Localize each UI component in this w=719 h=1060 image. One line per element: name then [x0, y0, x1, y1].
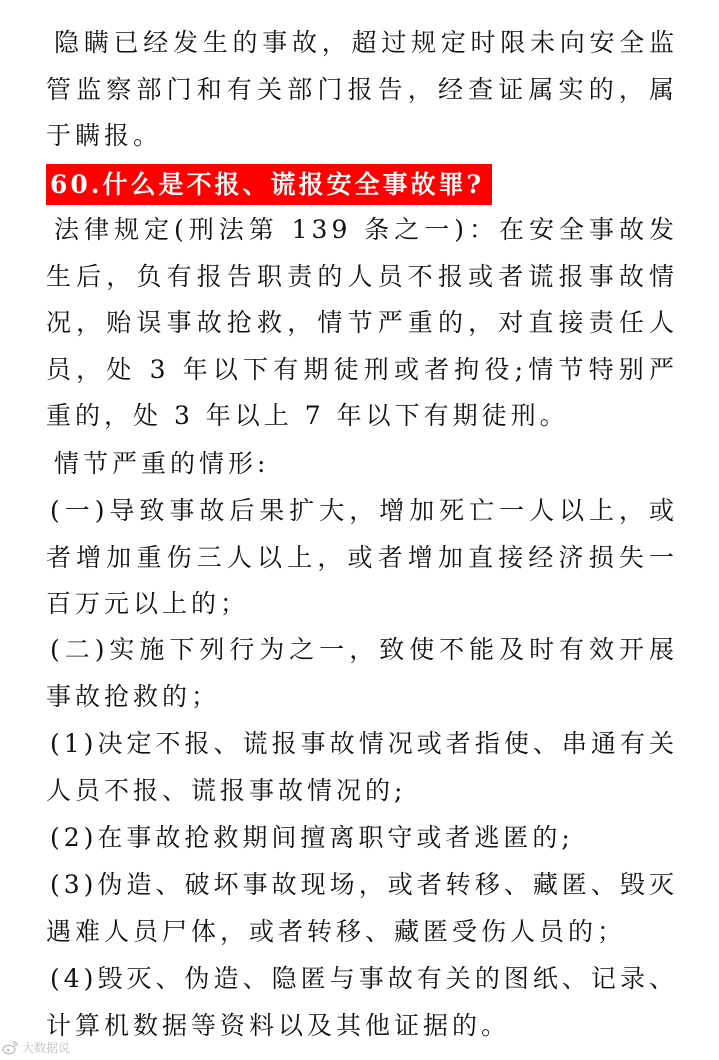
sub-item-2: (2)在事故抢救期间擅离职守或者逃匿的; — [50, 823, 574, 852]
sub-item-3: (3)伪造、破坏事故现场，或者转移、藏匿、毁灭遇难人员尸体，或者转移、藏匿受伤人员的； — [46, 870, 678, 946]
sub-item-1: (1)决定不报、谎报事故情况或者指使、串通有关人员不报、谎报事故情况的; — [46, 729, 678, 805]
section-heading: 60.什么是不报、谎报安全事故罪? — [46, 164, 492, 205]
watermark-text: 大数据说 — [22, 1041, 71, 1055]
sub-item-4: (4)毁灭、伪造、隐匿与事故有关的图纸、记录、计算机数据等资料以及其他证据的。 — [46, 964, 678, 1040]
list-item-2: (二)实施下列行为之一，致使不能及时有效开展事故抢救的； — [46, 635, 678, 711]
intro-paragraph: 隐瞒已经发生的事故，超过规定时限未向安全监管监察部门和有关部门报告，经查证属实的，属于瞒报。 — [46, 28, 678, 150]
section-heading-container — [46, 164, 492, 205]
serious-circumstances-label: 情节严重的情形: — [54, 449, 270, 478]
legal-provision-paragraph: 法律规定(刑法第 139 条之一)：在安全事故发生后，负有报告职责的人员不报或者谎报事故情况，贻误事故抢救，情节严重的，对直接责任人员，处 3 年以下有期徒刑或者拘役;情节特别严重的，处 3 年以上 7 年以下有期徒刑。 — [46, 215, 678, 430]
watermark — [2, 1039, 70, 1056]
list-item-1: (一)导致事故后果扩大，增加死亡一人以上，或者增加重伤三人以上，或者增加直接经济损失一百万元以上的； — [46, 496, 678, 618]
weibo-logo-icon — [2, 1040, 18, 1056]
